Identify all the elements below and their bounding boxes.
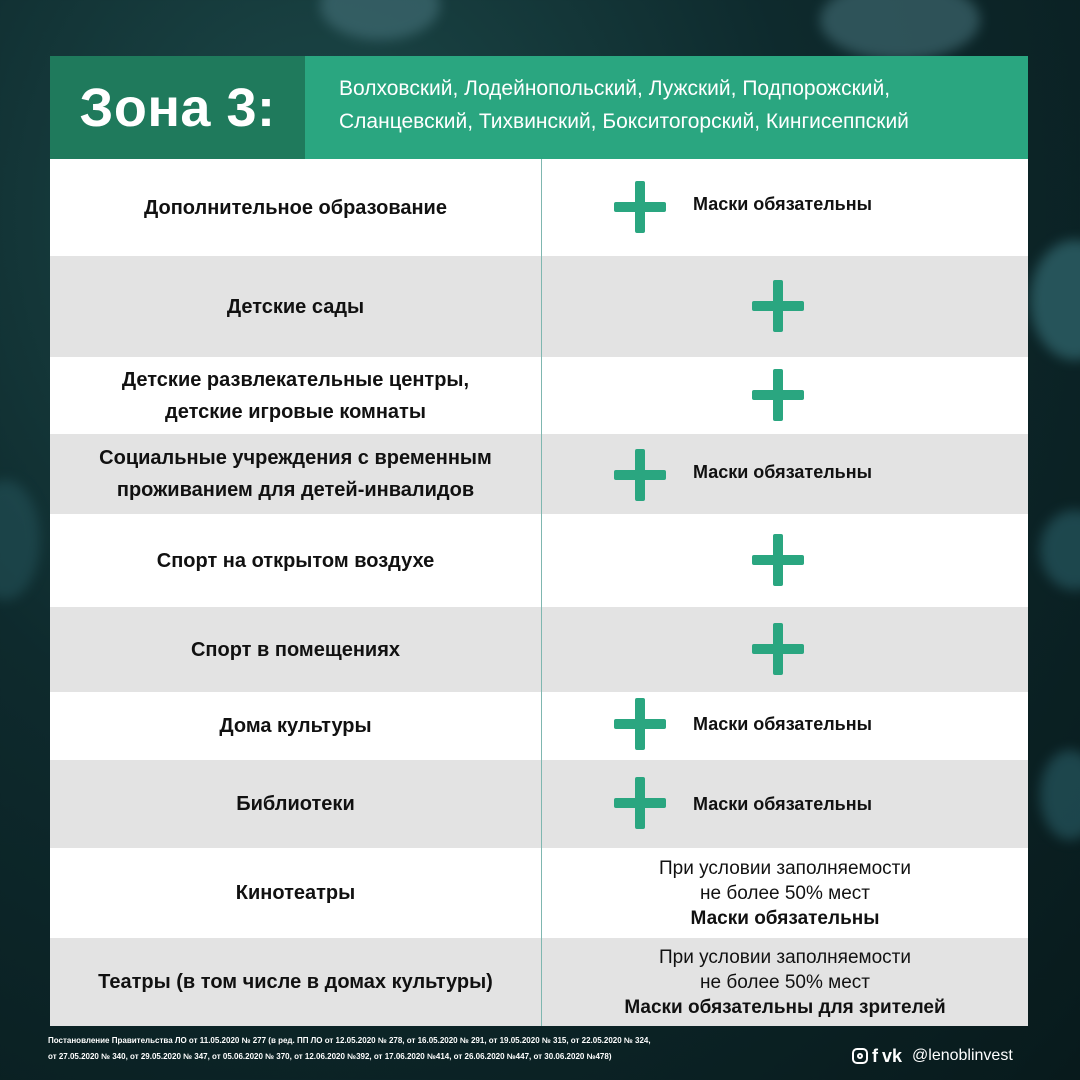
masks-note: Маски обязательны	[693, 794, 872, 814]
row-value	[542, 760, 1028, 848]
social-handle[interactable]: @lenoblinvest	[912, 1047, 1013, 1064]
plus-icon	[614, 698, 666, 750]
zone-title: Зона 3:	[50, 56, 305, 159]
zone-header	[50, 56, 1028, 159]
background-blob	[1040, 750, 1080, 840]
legal-footnote	[48, 1033, 828, 1065]
row-label-line: Детские развлекательные центры,	[121, 368, 470, 391]
condition-line: При условии заполняемости	[659, 857, 911, 879]
table-row	[50, 514, 1028, 607]
plus-icon	[752, 280, 804, 332]
plus-icon	[614, 181, 666, 233]
column-divider	[541, 159, 542, 1026]
row-label-line: Кинотеатры	[235, 882, 356, 904]
table-row	[50, 692, 1028, 760]
row-label	[50, 159, 541, 256]
plus-icon	[752, 534, 804, 586]
row-label-line: Социальные учреждения с временным	[99, 447, 492, 469]
row-value	[542, 514, 1028, 607]
row-value	[542, 434, 1028, 514]
masks-note: Маски обязательны	[693, 462, 872, 482]
row-value	[542, 938, 1028, 1026]
plus-icon	[752, 623, 804, 675]
plus-icon	[614, 777, 666, 829]
row-label-line: Дома культуры	[219, 715, 372, 737]
table-row	[50, 938, 1028, 1026]
plus-icon	[752, 369, 804, 421]
table-row	[50, 434, 1028, 514]
row-label	[50, 760, 541, 848]
masks-note: Маски обязательны	[693, 194, 872, 214]
zone-card	[50, 56, 1028, 1026]
background-blob	[1030, 240, 1080, 360]
background-blob	[0, 480, 40, 600]
row-label-line: Спорт на открытом воздухе	[156, 549, 435, 572]
condition-line: При условии заполняемости	[659, 946, 911, 968]
masks-note: Маски обязательны для зрителей	[624, 996, 946, 1018]
district-line-1: Волховский, Лодейнопольский, Лужский, Подпорожский,	[339, 77, 891, 100]
row-value	[542, 848, 1028, 938]
rules-table	[50, 159, 1028, 1026]
condition-text	[542, 938, 1028, 1026]
row-value	[542, 256, 1028, 357]
row-value	[542, 692, 1028, 760]
background-blob	[320, 0, 440, 40]
background-blob	[820, 0, 980, 60]
row-label-line: Библиотеки	[236, 793, 355, 815]
table-row	[50, 848, 1028, 938]
condition-line: не более 50% мест	[699, 971, 870, 993]
row-label	[50, 256, 541, 357]
row-label-line: Спорт в помещениях	[190, 638, 400, 661]
instagram-icon[interactable]	[852, 1048, 868, 1064]
condition-line: не более 50% мест	[699, 882, 870, 904]
row-label	[50, 692, 541, 760]
row-label-line: Детские сады	[226, 295, 365, 318]
table-row	[50, 357, 1028, 434]
footnote-line: Постановление Правительства ЛО от 11.05.2020 № 277 (в ред. ПП ЛО от 12.05.2020 № 278, от 16.05.2020 № 291, от 19.05.2020 № 315, от 22.05.2020 № 324,	[48, 1036, 651, 1045]
row-label	[50, 357, 541, 434]
social-links	[852, 1044, 1013, 1068]
row-label-line: Театры (в том числе в домах культуры)	[98, 971, 493, 993]
row-label	[50, 607, 541, 692]
table-row	[50, 607, 1028, 692]
row-label-line: детские игровые комнаты	[165, 400, 426, 423]
row-label-line: проживанием для детей-инвалидов	[116, 479, 475, 501]
facebook-icon[interactable]: f	[872, 1045, 878, 1066]
masks-note: Маски обязательны	[690, 907, 880, 929]
row-label	[50, 514, 541, 607]
footnote-line: от 27.05.2020 № 340, от 29.05.2020 № 347, от 05.06.2020 № 370, от 12.06.2020 №392, от 17.06.2020 №414, от 26.06.2020 №447, от 30.06.2020 №478)	[48, 1052, 612, 1061]
district-list	[305, 56, 1028, 159]
table-row	[50, 760, 1028, 848]
row-value	[542, 159, 1028, 256]
table-row	[50, 256, 1028, 357]
row-label	[50, 938, 541, 1026]
vk-icon[interactable]: vk	[882, 1045, 903, 1066]
plus-icon	[614, 449, 666, 501]
table-row	[50, 159, 1028, 256]
row-value	[542, 607, 1028, 692]
row-label	[50, 848, 541, 938]
row-label	[50, 434, 541, 514]
masks-note: Маски обязательны	[693, 714, 872, 734]
background-blob	[1040, 510, 1080, 590]
row-label-line: Дополнительное образование	[144, 196, 447, 219]
row-value	[542, 357, 1028, 434]
district-line-2: Сланцевский, Тихвинский, Бокситогорский, Кингисеппский	[339, 110, 909, 133]
condition-text	[542, 848, 1028, 938]
